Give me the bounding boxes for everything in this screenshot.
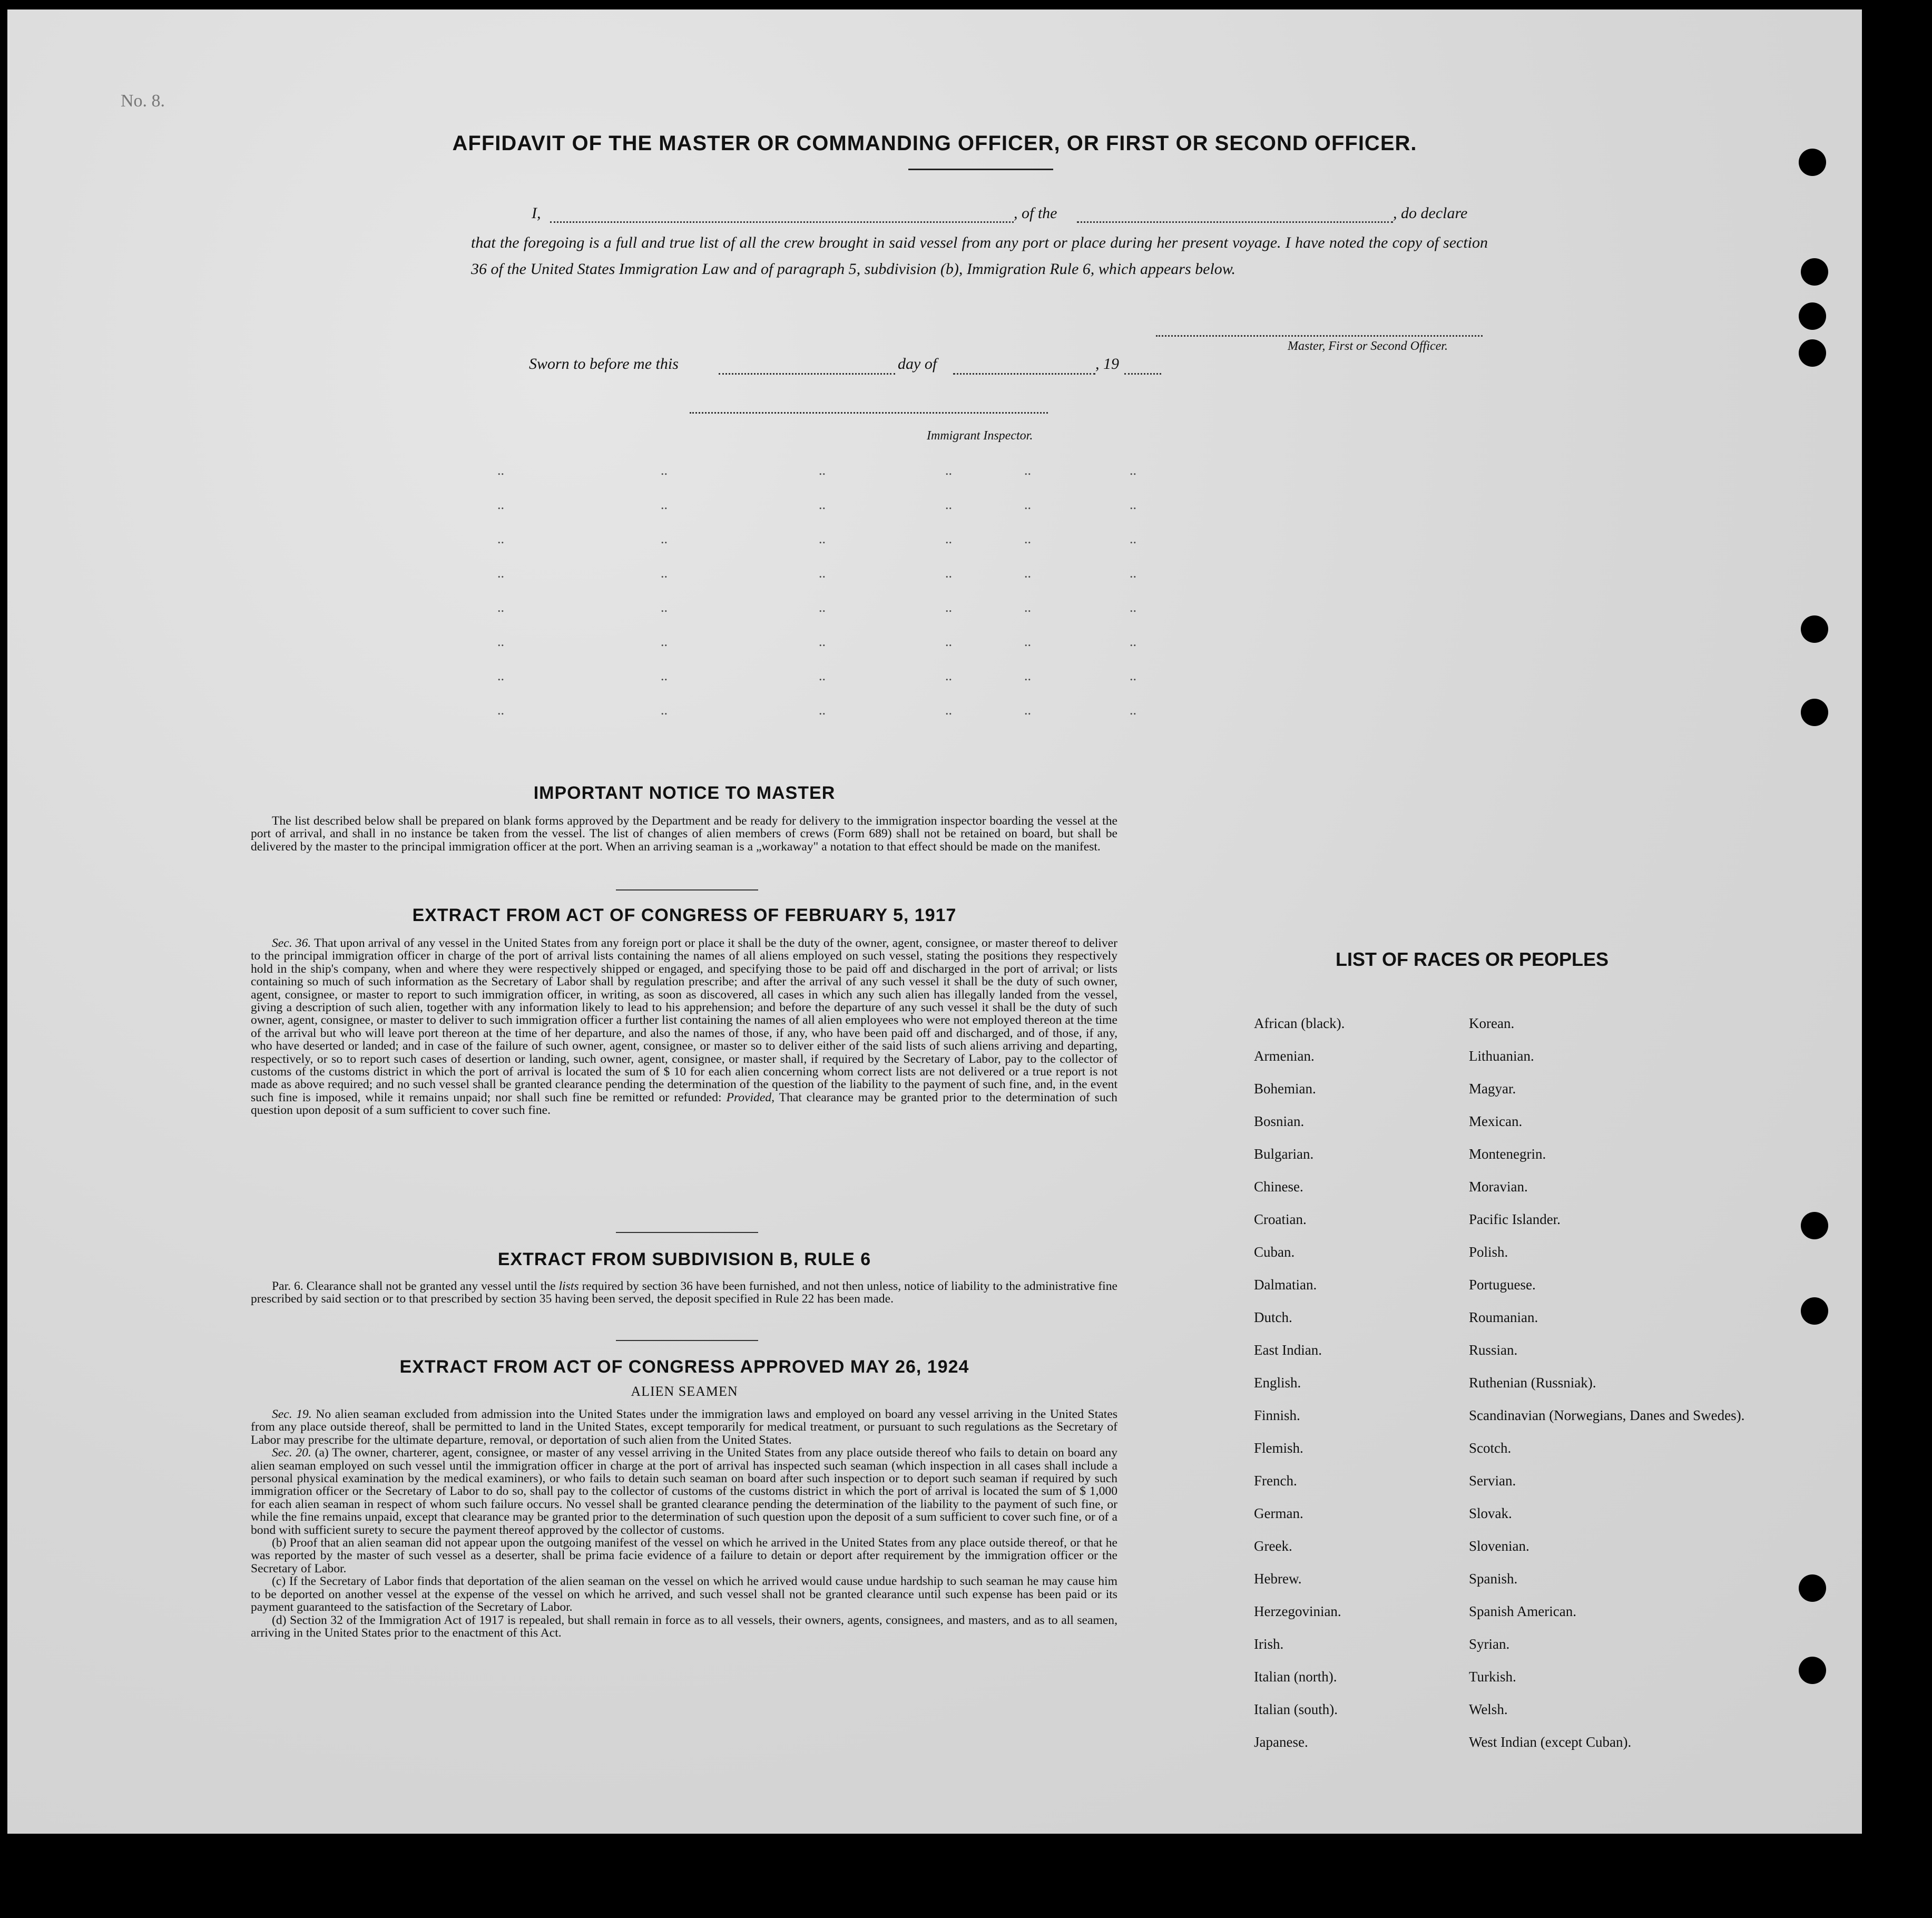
race-item: Greek. <box>1254 1538 1292 1554</box>
vessel-blank <box>1077 221 1393 223</box>
proviso-text: That clearance may be granted prior to the determination of such question upon deposit of a sum sufficient to cover such fine. <box>251 1090 1117 1118</box>
race-item: Syrian. <box>1469 1636 1510 1652</box>
race-item: English. <box>1254 1375 1301 1391</box>
race-item: Flemish. <box>1254 1440 1303 1456</box>
race-item: Italian (north). <box>1254 1669 1337 1685</box>
ditto-mark: .. <box>1024 531 1031 546</box>
sec20c-text: (c) If the Secretary of Labor finds that deportation of the alien seaman on the vessel on which he arrived would cause undue hardship to such seaman he may cause him to be deported on another vessel at the expense of the vessel on which he arrived, and such vessel shall not be granted clearance until such expense has been paid or its payment guaranteed to the satisfaction of the Secretary of Labor. <box>251 1574 1117 1614</box>
race-item: Montenegrin. <box>1469 1146 1546 1162</box>
race-item: African (black). <box>1254 1015 1345 1031</box>
race-item: Moravian. <box>1469 1179 1528 1195</box>
race-item: Portuguese. <box>1469 1277 1536 1293</box>
ditto-mark: .. <box>497 565 504 581</box>
race-item: Herzegovinian. <box>1254 1603 1341 1619</box>
proviso-label: Provided, <box>726 1090 775 1104</box>
ditto-mark: .. <box>945 600 952 615</box>
ditto-mark: .. <box>1024 565 1031 581</box>
race-item: Japanese. <box>1254 1734 1308 1750</box>
declare-of-the: , of the <box>1014 204 1057 222</box>
race-item: Italian (south). <box>1254 1701 1338 1717</box>
race-item: Chinese. <box>1254 1179 1303 1195</box>
ditto-mark: .. <box>497 702 504 718</box>
ditto-mark: .. <box>1130 463 1136 478</box>
race-item: Hebrew. <box>1254 1571 1302 1587</box>
ditto-mark: .. <box>819 531 826 546</box>
sworn-day-blank <box>719 373 895 375</box>
race-item: Polish. <box>1469 1244 1508 1260</box>
signature-line <box>1156 335 1483 337</box>
ditto-mark: .. <box>1130 497 1136 512</box>
title-underline <box>908 169 1053 170</box>
races-right-column <box>1469 1007 1744 1758</box>
punch-hole-icon <box>1799 1657 1826 1684</box>
ditto-mark: .. <box>819 702 826 718</box>
ditto-mark: .. <box>1024 634 1031 649</box>
race-item: Croatian. <box>1254 1211 1307 1227</box>
inspector-signature-line <box>690 412 1048 414</box>
ditto-mark: .. <box>819 565 826 581</box>
race-item: German. <box>1254 1505 1303 1521</box>
sworn-day-label: day of <box>898 355 937 373</box>
ditto-mark: .. <box>945 565 952 581</box>
sec20d-text: (d) Section 32 of the Immigration Act of 1917 is repealed, but shall remain in force as to all vessels, their owners, agents, consignees, and masters, and as to all seamen, arriving in the United States prior to the enactment of this Act. <box>251 1613 1117 1640</box>
extract-1917-title: EXTRACT FROM ACT OF CONGRESS OF FEBRUARY 5, 1917 <box>412 905 957 925</box>
ditto-mark: .. <box>497 497 504 512</box>
race-item: Spanish. <box>1469 1571 1518 1587</box>
sworn-prefix: Sworn to before me this <box>529 355 679 373</box>
ditto-mark: .. <box>661 634 668 649</box>
ditto-mark: .. <box>661 531 668 546</box>
rule6-text-b: required by section 36 have been furnished, and not then unless, notice of liability to the administrative fine prescribed by said section or to that prescribed by section 35 having been served, the deposit specified in Rule 22 has been made. <box>251 1279 1117 1306</box>
sec19-label: Sec. 19. <box>272 1407 312 1421</box>
ditto-mark: .. <box>497 600 504 615</box>
ditto-mark: .. <box>497 463 504 478</box>
punch-hole-icon <box>1801 1297 1828 1325</box>
punch-hole-icon <box>1799 1574 1826 1602</box>
race-item: Spanish American. <box>1469 1603 1576 1619</box>
ditto-mark: .. <box>945 463 952 478</box>
sec36-text: That upon arrival of any vessel in the United States from any foreign port or place it shall be the duty of the owner, agent, consignee, or master thereof to deliver to the principal immigration officer in charge of the port of arrival lists containing the names of all aliens employed on such vessel, stating the positions they respectively hold in the ship's company, when and where they were respectively shipped or engaged, and specifying those to be paid off and discharged in the port of arrival; or lists containing so much of such information as the Secretary of Labor shall by regulation prescribe; and after the arrival of any such vessel it shall be the duty of such owner, agent, consignee, or master to report to such immigration officer, in writing, as soon as discovered, all cases in which any such alien has illegally landed from the vessel, giving a description of such alien, together with any information likely to lead to his apprehension; and before the departure of any such vessel it shall be the duty of such owner, agent, consignee, or master to deliver to such immigration officer a further list containing the names of all alien employees who were not employed thereon at the time of the arrival but who will leave port thereon at the time of her departure, and also the names of those, if any, who have been paid off and discharged, and of those, if any, who have deserted or landed; and in case of the failure of such owner, agent, consignee, or master so to deliver either of the said lists of such aliens arriving and departing, respectively, or so to report such cases of desertion or landing, such owner, agent, consignee, or master shall, if required by the Secretary of Labor, pay to the collector of customs of the customs district in which the port of arrival is located the sum of $ 10 for each alien concerning whom correct lists are not delivered or a true report is not made as above required; and no such vessel shall be granted clearance pending the determination of the question of the liability to the payment of such fine, and, in the event such fine is imposed, while it remains unpaid; nor shall such fine be remitted or refunded: <box>251 936 1117 1104</box>
sworn-month-blank <box>953 373 1095 375</box>
ditto-mark: .. <box>1024 463 1031 478</box>
extract-1917-text <box>251 937 1117 1117</box>
ditto-mark: .. <box>819 668 826 683</box>
ditto-mark: .. <box>945 634 952 649</box>
ditto-mark: .. <box>945 702 952 718</box>
ditto-mark: .. <box>819 600 826 615</box>
race-item: Bosnian. <box>1254 1113 1305 1129</box>
section-divider <box>616 1232 758 1233</box>
race-item: French. <box>1254 1473 1297 1489</box>
signature-label: Master, First or Second Officer. <box>1288 339 1448 353</box>
race-item: Servian. <box>1469 1473 1516 1489</box>
race-item: Welsh. <box>1469 1701 1508 1717</box>
races-title: LIST OF RACES OR PEOPLES <box>1335 948 1609 970</box>
race-item: Scotch. <box>1469 1440 1512 1456</box>
race-item: Finnish. <box>1254 1407 1300 1423</box>
ditto-mark: .. <box>661 600 668 615</box>
sec20-label: Sec. 20. <box>272 1446 311 1460</box>
race-item: Korean. <box>1469 1015 1515 1031</box>
ditto-mark: .. <box>819 463 826 478</box>
punch-hole-icon <box>1799 302 1826 330</box>
race-item: Turkish. <box>1469 1669 1516 1685</box>
race-item: Armenian. <box>1254 1048 1315 1064</box>
corner-form-number: No. 8. <box>121 91 165 111</box>
ditto-mark: .. <box>1130 668 1136 683</box>
rule6-text-a: Par. 6. Clearance shall not be granted any vessel until the <box>272 1279 556 1293</box>
sec19-text: No alien seaman excluded from admission into the United States under the immigration laws and employed on board any vessel arriving in the United States from any place outside thereof, shall be permitted to land in the United States, except temporarily for medical treatment, or pursuant to such regulations as the Secretary of Labor may prescribe for the ultimate departure, removal, or deportation of such alien from the United States. <box>251 1407 1117 1447</box>
ditto-mark: .. <box>945 531 952 546</box>
extract-rule6-title: EXTRACT FROM SUBDIVISION B, RULE 6 <box>497 1249 871 1269</box>
notice-paragraph: The list described below shall be prepared on blank forms approved by the Department and be ready for delivery to the immigration inspector boarding the vessel at the port of arrival, and shall in no instance be taken from the vessel. The list of changes of alien members of crews (Form 689) shall not be retained on board, but shall be delivered by the master to the principal immigration officer at the port. When an arriving seaman is a „workaway" a notation to that effect should be made on the manifest. <box>251 814 1117 854</box>
ditto-mark: .. <box>661 463 668 478</box>
ditto-mark: .. <box>497 634 504 649</box>
ditto-mark: .. <box>1130 634 1136 649</box>
sec20a-text: (a) The owner, charterer, agent, consignee, or master of any vessel arriving in the United States from any place outside thereof who fails to detain on board any alien seaman employed on such vessel until the immigration officer in charge at the port of arrival has inspected such seaman (which inspection in all cases shall include a personal physical examination by the medical examiners), or who fails to detain such seaman on board after such inspection or to deport such seaman if required by such immigration officer or the Secretary of Labor to do so, shall pay to the collector of customs of the customs district in which the port of arrival is located the sum of $ 1,000 for each alien seaman in respect of whom such failure occurs. No vessel shall be granted clearance pending the determination of the liability to the payment of such fine, or while the fine remains unpaid, except that clearance may be granted prior to the determination of such question upon the deposit of a sum sufficient to cover such fine, or of a bond with sufficient surety to secure the payment thereof approved by the collector of customs. <box>251 1446 1118 1537</box>
ditto-mark: .. <box>945 497 952 512</box>
race-item: Dalmatian. <box>1254 1277 1317 1293</box>
rule6-lists-word: lists <box>558 1279 579 1293</box>
race-item: Magyar. <box>1469 1081 1516 1097</box>
extract-1924-text <box>251 1408 1117 1639</box>
race-item: Scandinavian (Norwegians, Danes and Swedes). <box>1469 1407 1745 1423</box>
affidavit-body: that the foregoing is a full and true list of all the crew brought in said vessel from any port or place during her present voyage. I have noted the copy of section 36 of the United States Immigration Law and of paragraph 5, subdivision (b), Immigration Rule 6, which appears below. <box>471 234 1488 278</box>
name-blank <box>550 221 1014 223</box>
affidavit-title: AFFIDAVIT OF THE MASTER OR COMMANDING OFFICER, OR FIRST OR SECOND OFFICER. <box>452 132 1417 155</box>
race-item: Bohemian. <box>1254 1081 1316 1097</box>
ditto-mark: .. <box>661 565 668 581</box>
ditto-mark: .. <box>945 668 952 683</box>
section-divider <box>616 889 758 890</box>
race-item: Bulgarian. <box>1254 1146 1314 1162</box>
sec36-label: Sec. 36. <box>272 936 311 950</box>
inspector-label: Immigrant Inspector. <box>927 429 1033 443</box>
extract-rule6-text <box>251 1280 1117 1306</box>
ditto-mark: .. <box>819 634 826 649</box>
race-item: Dutch. <box>1254 1309 1292 1325</box>
ditto-mark: .. <box>497 531 504 546</box>
ditto-mark: .. <box>497 668 504 683</box>
sec20b-text: (b) Proof that an alien seaman did not appear upon the outgoing manifest of the vessel on which he arrived in the United States from any place outside thereof, or that he was reported by the master of such vessel as a deserter, shall be prima facie evidence of a failure to detain or deport after requirement by the immigration officer or the Secretary of Labor. <box>251 1536 1117 1576</box>
punch-hole-icon <box>1799 339 1826 367</box>
section-divider <box>616 1340 758 1341</box>
declare-suffix: , do declare <box>1393 204 1468 222</box>
race-item: East Indian. <box>1254 1342 1322 1358</box>
ditto-mark: .. <box>1024 497 1031 512</box>
punch-hole-icon <box>1801 699 1828 726</box>
ditto-mark: .. <box>1024 600 1031 615</box>
ditto-mark: .. <box>1024 702 1031 718</box>
ditto-mark: .. <box>1130 531 1136 546</box>
ditto-mark: .. <box>1130 600 1136 615</box>
punch-hole-icon <box>1801 615 1828 643</box>
punch-hole-icon <box>1801 1212 1828 1239</box>
ditto-mark: .. <box>819 497 826 512</box>
race-item: Lithuanian. <box>1469 1048 1534 1064</box>
punch-hole-icon <box>1801 258 1828 286</box>
ditto-mark: .. <box>1024 668 1031 683</box>
race-item: West Indian (except Cuban). <box>1469 1734 1632 1750</box>
race-item: Cuban. <box>1254 1244 1295 1260</box>
ditto-mark: .. <box>661 497 668 512</box>
document-page <box>7 9 1862 1834</box>
declare-prefix: I, <box>532 204 541 222</box>
race-item: Pacific Islander. <box>1469 1211 1561 1227</box>
ditto-mark: .. <box>1130 565 1136 581</box>
race-item: Ruthenian (Russniak). <box>1469 1375 1596 1391</box>
race-item: Slovak. <box>1469 1505 1512 1521</box>
notice-text <box>251 815 1117 853</box>
race-item: Irish. <box>1254 1636 1284 1652</box>
race-item: Slovenian. <box>1469 1538 1529 1554</box>
ditto-mark: .. <box>661 668 668 683</box>
ditto-mark: .. <box>661 702 668 718</box>
extract-1924-title: EXTRACT FROM ACT OF CONGRESS APPROVED MAY 26, 1924 <box>399 1357 969 1377</box>
notice-title: IMPORTANT NOTICE TO MASTER <box>533 783 836 803</box>
race-item: Russian. <box>1469 1342 1518 1358</box>
ditto-mark: .. <box>1130 702 1136 718</box>
extract-1924-subtitle: ALIEN SEAMEN <box>631 1384 738 1399</box>
race-item: Roumanian. <box>1469 1309 1538 1325</box>
sworn-year-blank <box>1124 373 1161 375</box>
races-left-column <box>1254 1007 1345 1758</box>
race-item: Mexican. <box>1469 1113 1523 1129</box>
sworn-year-label: , 19 <box>1095 355 1119 373</box>
